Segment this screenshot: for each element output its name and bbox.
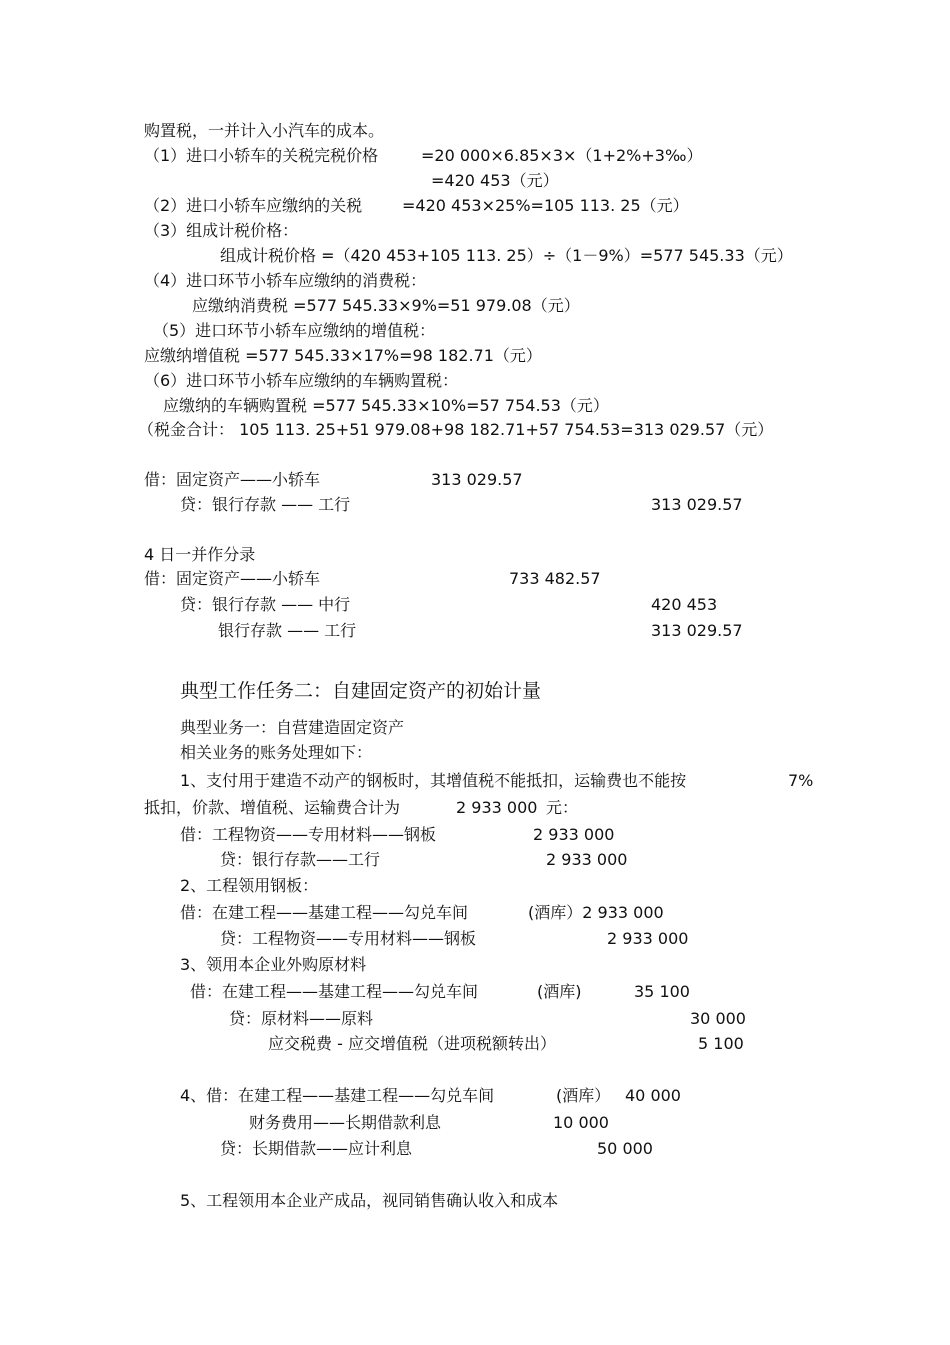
entry2-debit: 借：固定资产——小轿车 [144, 569, 321, 588]
calc-line-1-result: =420 453（元） [431, 171, 559, 190]
item4-debit-amount: 40 000 [625, 1086, 681, 1105]
item3-credit-amount: 30 000 [690, 1009, 746, 1028]
entry2-credit-2: 银行存款 —— 工行 [218, 621, 357, 640]
item3-debit-note: (酒库) [537, 982, 582, 1001]
related-accounting-label: 相关业务的账务处理如下： [180, 743, 373, 762]
entry1-debit-amount: 313 029.57 [431, 470, 523, 489]
entry2-credit-2-amount: 313 029.57 [651, 621, 743, 640]
entry2-credit-1-amount: 420 453 [651, 595, 718, 614]
calc-line-3-formula: 组成计税价格 =（420 453+105 113. 25）÷（1－9%）=577 545.33（元） [220, 246, 793, 265]
calc-line-2: （2）进口小轿车应缴纳的关税 [144, 196, 363, 215]
entry1-debit: 借：固定资产——小轿车 [144, 470, 321, 489]
calc-line-6-formula: 应缴纳的车辆购置税 =577 545.33×10%=57 754.53（元） [163, 396, 609, 415]
tax-total-line: （税金合计： 105 113. 25+51 979.08+98 182.71+57 754.53=313 029.57（元） [138, 420, 774, 439]
calc-line-2-value: =420 453×25%=105 113. 25（元） [402, 196, 689, 215]
item5-text: 5、工程领用本企业产成品，视同销售确认收入和成本 [180, 1191, 559, 1210]
calc-line-1: （1）进口小轿车的关税完税价格 [144, 146, 379, 165]
item3-credit-2-amount: 5 100 [698, 1034, 744, 1053]
intro-line: 购置税，一并计入小汽车的成本。 [144, 121, 385, 140]
item3-credit-2: 应交税费 - 应交增值税（进项税额转出） [268, 1034, 556, 1053]
calc-line-1-value: =20 000×6.85×3×（1+2%+3‰） [421, 146, 703, 165]
item3-debit: 借：在建工程——基建工程——勾兑车间 [190, 982, 479, 1001]
item4-debit: 4、借：在建工程——基建工程——勾兑车间 [180, 1086, 495, 1105]
calc-line-5-formula: 应缴纳增值税 =577 545.33×17%=98 182.71（元） [144, 346, 542, 365]
item1-credit: 贷：银行存款——工行 [220, 850, 381, 869]
item1-total-amount: 2 933 000 [456, 798, 538, 817]
section-heading: 典型工作任务二：自建固定资产的初始计量 [180, 680, 542, 702]
item3-text: 3、领用本企业外购原材料 [180, 955, 367, 974]
calc-line-3: （3）组成计税价格： [144, 221, 299, 240]
item4-debit-2-amount: 10 000 [553, 1113, 609, 1132]
item1-debit-amount: 2 933 000 [533, 825, 615, 844]
item1-credit-amount: 2 933 000 [546, 850, 628, 869]
entry2-credit-1: 贷：银行存款 —— 中行 [180, 595, 351, 614]
entry2-note: 4 日一并作分录 [144, 545, 256, 564]
entry2-debit-amount: 733 482.57 [509, 569, 601, 588]
item4-credit-amount: 50 000 [597, 1139, 653, 1158]
entry1-credit-amount: 313 029.57 [651, 495, 743, 514]
item2-debit-amount: (酒库）2 933 000 [528, 903, 664, 922]
entry1-credit: 贷：银行存款 —— 工行 [180, 495, 351, 514]
calc-line-4-formula: 应缴纳消费税 =577 545.33×9%=51 979.08（元） [192, 296, 580, 315]
item4-debit-note: (酒库） [556, 1086, 611, 1105]
item1-debit: 借：工程物资——专用材料——钢板 [180, 825, 437, 844]
item1-unit: 元： [546, 798, 579, 817]
item2-credit-amount: 2 933 000 [607, 929, 689, 948]
item1-percent: 7% [788, 771, 814, 790]
item2-credit: 贷：工程物资——专用材料——钢板 [220, 929, 477, 948]
item1-text-2: 抵扣，价款、增值税、运输费合计为 [144, 798, 401, 817]
calc-line-6: （6）进口环节小轿车应缴纳的车辆购置税： [144, 371, 459, 390]
business-one-title: 典型业务一：自营建造固定资产 [180, 718, 405, 737]
item3-debit-amount: 35 100 [634, 982, 690, 1001]
calc-line-4: （4）进口环节小轿车应缴纳的消费税： [144, 271, 427, 290]
item1-text: 1、支付用于建造不动产的钢板时，其增值税不能抵扣，运输费也不能按 [180, 771, 687, 790]
item4-credit: 贷：长期借款——应计利息 [220, 1139, 413, 1158]
item2-debit: 借：在建工程——基建工程——勾兑车间 [180, 903, 469, 922]
item4-debit-2: 财务费用——长期借款利息 [249, 1113, 442, 1132]
item3-credit: 贷：原材料——原料 [229, 1009, 374, 1028]
item2-text: 2、工程领用钢板： [180, 876, 319, 895]
calc-line-5: （5）进口环节小轿车应缴纳的增值税： [153, 321, 436, 340]
